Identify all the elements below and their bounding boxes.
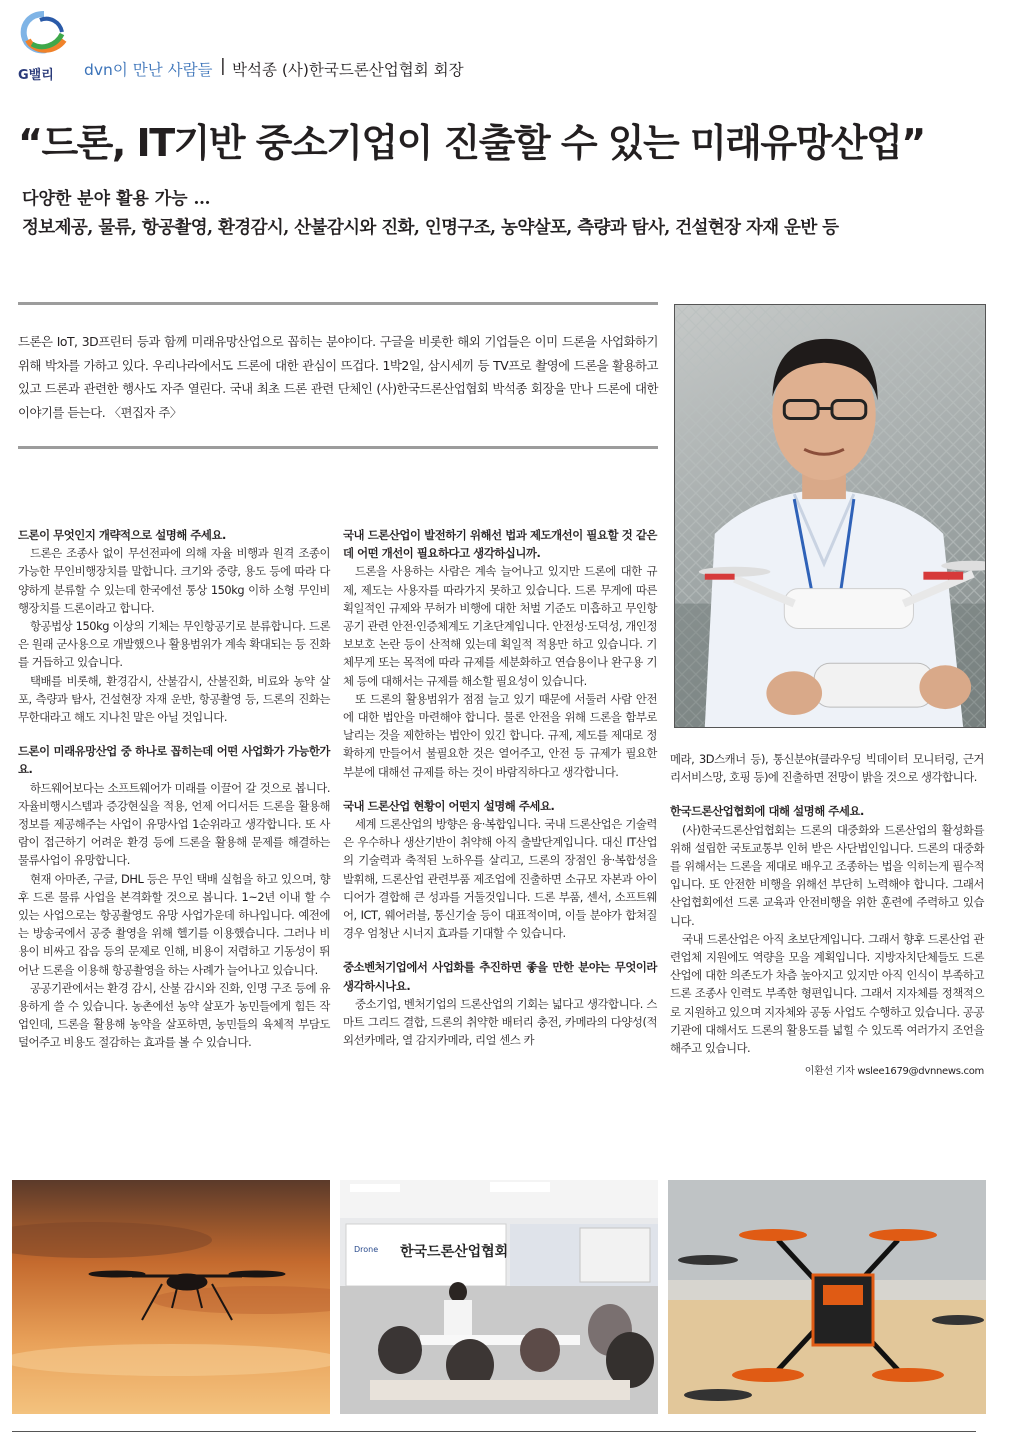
section-separator: | [220,56,226,76]
headline: “드론, IT기반 중소기업이 진출할 수 있는 미래유망산업” [18,121,925,165]
answer-paragraph: 세계 드론산업의 방향은 융·복합입니다. 국내 드론산업은 기술력은 우수하나 생산기반이 취약해 아직 출발단계입니다. 대신 IT산업의 기술력과 축적된 노하우를 살리고, 드론의 장점인 융·복합성을 발휘해, 드론산업 관련부품 제조업에 진출하면 소규모 자본과 아이디어가 결합해 큰 성과를 거둘것입니다. 드론 부품, 센서, 소프트웨어, ICT, 웨어러블, 통신기술 등이 대표적이며, 이들 분야가 합쳐질 경우 엄청난 시너지 효과를 기대할 수 있습니다. [343,817,657,941]
answer-paragraph: 현재 아마존, 구글, DHL 등은 무인 택배 실험을 하고 있으며, 향후 드론 물류 사업을 본격화할 것으로 봅니다. 1~2년 이내 할 수 있는 사업으로는 항공촬영도 유망 사업가운데 하나입니다. 예전에는 방송국에서 공중 촬영을 위해 헬기를 이용했습니다. 그러나 비용이 비싸고 잡음 등의 문제로 인해, 비용이 저렴하고 기동성이 뛰어난 드론을 이용해 항공촬영을 하는 사례가 늘어나고 있습니다. [18,871,330,977]
drone-sunset-photo [12,1180,330,1414]
portrait-photo [674,304,986,728]
answer-paragraph: 메라, 3D스캐너 등), 통신분야(클라우딩 빅데이터 모니터링, 근거리서비스망, 호핑 등)에 진출하면 전망이 밝을 것으로 생각합니다. [670,752,984,785]
question-heading: 한국드론산업협회에 대해 설명해 주세요. [670,804,864,819]
banner-small-text: Drone [354,1245,379,1254]
answer-paragraph: 공공기관에서는 환경 감시, 산불 감시와 진화, 인명 구조 등에 유용하게 쓸 수 있습니다. 농촌에선 농약 살포가 농민들에게 힘든 작업인데, 드론을 활용해 농약을 살포하면, 농민들의 육체적 부담도 덜어주고 비용도 절감하는 효과를 볼 수 있습니다. [18,980,330,1050]
article-column-3 [670,750,984,1081]
answer-paragraph: 국내 드론산업은 아직 초보단계입니다. 그래서 향후 드론산업 관련업체 지원에도 역량을 모을 계획입니다. 지방자치단체들도 드론산업에 대한 의존도가 차츰 높아지고 있지만 아직 인식이 부족하고 드론 조종사 인력도 부족한 형편입니다. 그래서 지자체를 정책적으로 지원하고 있으며 지자체와 공동 사업도 수행하고 있습니다. 공공기관에 대해서도 드론의 활용도를 넓힐 수 있도록 여러가지 조언을 해주고 있습니다. [670,931,984,1056]
gvalley-logo-icon [20,10,68,54]
footer-rule [12,1431,976,1432]
association-classroom-photo [340,1180,658,1414]
drone-sunset-illustration [12,1180,330,1414]
gvalley-logo [14,8,74,83]
question-heading: 국내 드론산업 현황이 어떤지 설명해 주세요. [343,798,555,813]
answer-paragraph: (사)한국드론산업협회는 드론의 대중화와 드론산업의 활성화를 위해 설립한 국토교통부 인허 받은 사단법인입니다. 드론의 대중화를 위해서는 드론을 제대로 배우고 조종하는 법을 익히는게 필수적입니다. 또 안전한 비행을 위해선 부단히 노력해야 합니다. 그래서 산업협회에선 드론 교육과 안전비행을 위한 훈련에 주력하고 있습니다. [670,822,984,928]
question-heading: 국내 드론산업이 발전하기 위해선 법과 제도개선이 필요할 것 같은데 어떤 개선이 필요하다고 생각하십니까. [343,528,657,561]
lead-top-rule [18,302,658,305]
racing-drone-photo [668,1180,986,1414]
answer-paragraph: 하드웨어보다는 소프트웨어가 미래를 이끌어 갈 것으로 봅니다. 자율비행시스템과 증강현실을 적용, 언제 어디서든 드론을 활용해 정보를 제공해주는 사업이 유망사업 1순위라고 생각합니다. 또 사람이 접근하기 어려운 환경 등에 드론을 활용해 문제를 해결하는 물류사업이 유망합니다. [18,780,330,868]
byline: 이환선 기자 wslee1679@dvnnews.com [804,1066,984,1078]
question-heading: 드론이 무엇인지 개략적으로 설명해 주세요. [18,528,226,542]
answer-paragraph: 택배를 비롯해, 환경감시, 산불감시, 산불진화, 비료와 농약 살포, 측량과 탐사, 건설현장 자재 운반, 항공촬영 등, 드론의 진화는 무한대라고 해도 지나친 말은 아닐 것입니다. [18,673,330,725]
answer-paragraph: 드론은 조종사 없이 무선전파에 의해 자율 비행과 원격 조종이 가능한 무인비행장치를 말합니다. 크기와 중량, 용도 등에 따라 다양하게 분류할 수 있는데 한국에선 통상 150kg 이하 소형 무인비행장치를 드론이라고 합니다. [18,546,330,615]
answer-paragraph: 중소기업, 벤처기업의 드론산업의 기회는 넓다고 생각합니다. 스마트 그리드 결합, 드론의 취약한 배터리 충전, 카메라의 다양성(적외선카메라, 열 감지카메라, 리얼 센스 카 [343,996,657,1048]
lead-paragraph: 드론은 IoT, 3D프린터 등과 함께 미래유망산업으로 꼽히는 분야이다. 구글을 비롯한 해외 기업들은 이미 드론을 사업화하기 위해 박차를 가하고 있다. 우리나라에서도 드론에 대한 관심이 뜨겁다. 1박2일, 삼시세끼 등 TV프로 촬영에 드론을 활용하고 있고 드론과 관련한 행사도 자주 열린다. 국내 최초 드론 관련 단체인 (사)한국드론산업협회 박석종 회장을 만나 드론에 대한 이야기를 듣는다. 〈편집자 주〉 [18,334,658,420]
subhead-secondary: 정보제공, 물류, 항공촬영, 환경감시, 산불감시와 진화, 인명구조, 농약살포, 측량과 탐사, 건설현장 자재 운반 등 [22,218,839,238]
banner-text: 한국드론산업협회 [400,1244,509,1260]
logo-text: G밸리 [18,68,54,83]
article-column-1 [18,526,330,1052]
portrait-illustration [675,305,985,727]
lead-bottom-rule [18,446,658,449]
racing-drone-illustration [668,1180,986,1414]
question-heading: 중소벤처기업에서 사업화를 추진하면 좋을 만한 분야는 무엇이라 생각하시나요. [343,960,657,993]
section-name: 박석종 (사)한국드론산업협회 회장 [232,61,464,79]
section-label: dvn이 만난 사람들 [84,61,213,79]
article-column-2 [343,526,657,1049]
classroom-illustration [340,1180,658,1414]
subhead-primary: 다양한 분야 활용 가능 … [22,189,211,209]
answer-paragraph: 항공법상 150kg 이상의 기체는 무인항공기로 분류합니다. 드론은 원래 군사용으로 개발했으나 활용범위가 계속 확대되는 등 진화를 거듭하고 있습니다. [18,619,330,670]
answer-paragraph: 또 드론의 활용범위가 점점 늘고 있기 때문에 서둘러 사람 안전에 대한 법안을 마련해야 합니다. 물론 안전을 위해 드론을 함부로 날리는 것을 제한하는 법안이 있긴 합니다. 규제, 제도를 제대로 정확하게 만들어서 불필요한 것은 열어주고, 안전 등 규제가 필요한 부분에 대해선 규제를 하는 것이 바람직하다고 생각합니다. [343,691,657,779]
question-heading: 드론이 미래유망산업 중 하나로 꼽히는데 어떤 사업화가 가능한가요. [18,744,330,777]
answer-paragraph: 드론을 사용하는 사람은 계속 늘어나고 있지만 드론에 대한 규제, 제도는 사용자를 따라가지 못하고 있습니다. 드론 무게에 따른 획일적인 규제와 무허가 비행에 대한 처벌 기준도 미흡하고 무인항공기 관련 안전·인증체계도 기초단계입니다. 안전성·도덕성, 개인정보보호 논란 등이 산적해 있는데 획일적 적용만 하고 있습니다. 기체무게 또는 목적에 따라 규제를 세분화하고 연습용이나 완구용 기체 등에 대해서는 규제를 해소할 필요성이 있습니다. [343,564,657,688]
